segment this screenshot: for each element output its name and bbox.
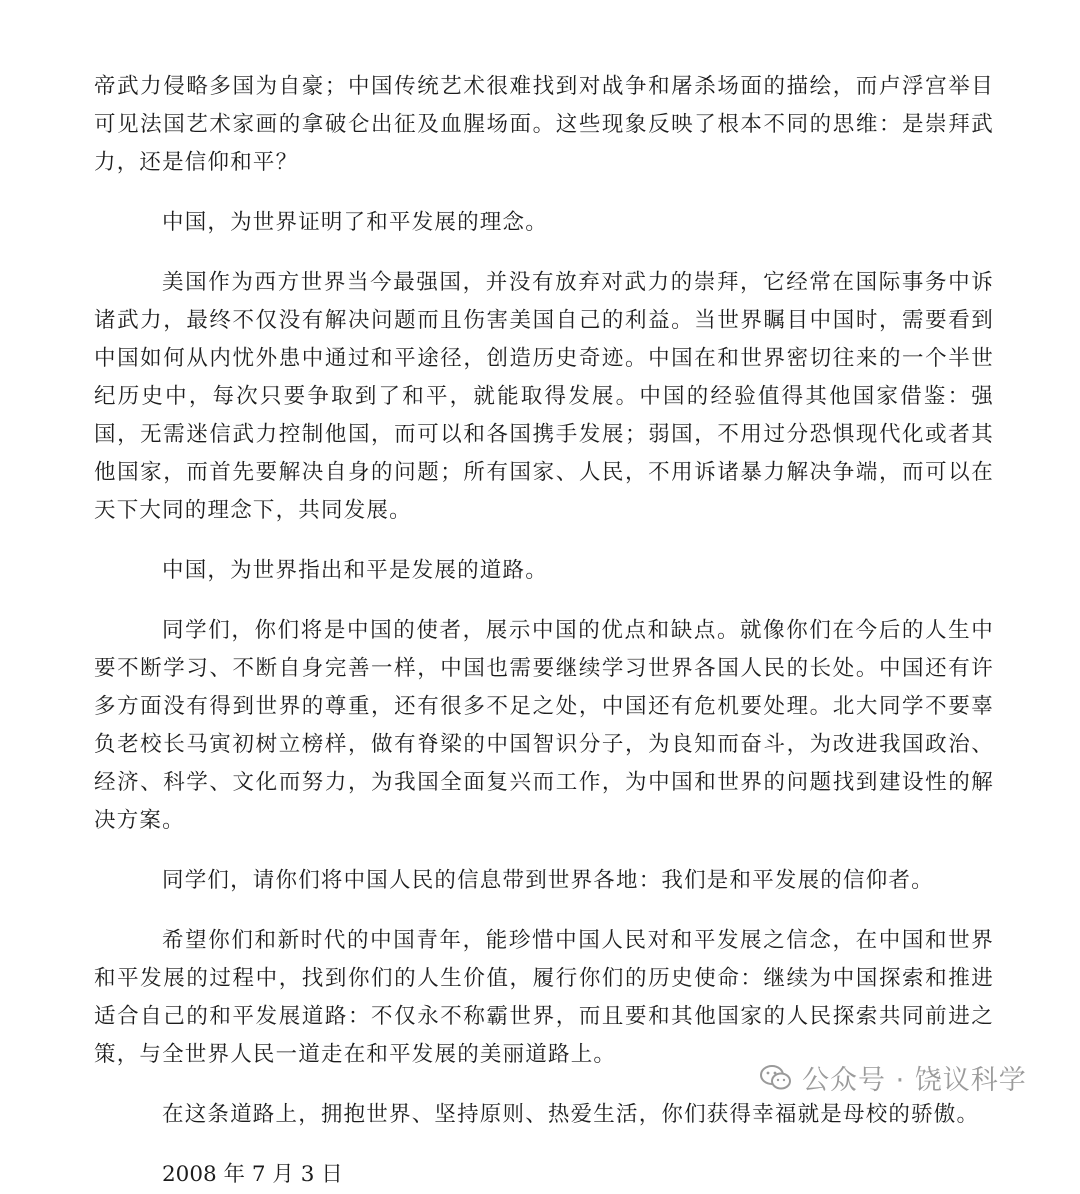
paragraph-7: 希望你们和新时代的中国青年，能珍惜中国人民对和平发展之信念，在中国和世界和平发展的过程中，找到你们的人生价值，履行你们的历史使命：继续为中国探索和推进适合自己的和平发展道路：不仅永不称霸世界，而且要和其他国家的人民探索共同前进之策，与全世界人民一道走在和平发展的美丽道路上。 [94, 928, 994, 1067]
paragraph-3: 美国作为西方世界当今最强国，并没有放弃对武力的崇拜，它经常在国际事务中诉诸武力，最终不仅没有解决问题而且伤害美国自己的利益。当世界瞩目中国时，需要看到中国如何从内忧外患中通过和平途径，创造历史奇迹。中国在和世界密切往来的一个半世纪历史中，每次只要争取到了和平，就能取得发展。中国的经验值得其他国家借鉴：强国，无需迷信武力控制他国，而可以和各国携手发展；弱国，不用过分恐惧现代化或者其他国家，而首先要解决自身的问题；所有国家、人民，不用诉诸暴力解决争端，而可以在天下大同的理念下，共同发展。 [94, 270, 994, 523]
paragraph-6: 同学们，请你们将中国人民的信息带到世界各地：我们是和平发展的信仰者。 [162, 868, 934, 893]
paragraph-1: 帝武力侵略多国为自豪；中国传统艺术很难找到对战争和屠杀场面的描绘，而卢浮宫举目可见法国艺术家画的拿破仑出征及血腥场面。这些现象反映了根本不同的思维：是崇拜武力，还是信仰和平？ [94, 74, 994, 175]
paragraph-2: 中国，为世界证明了和平发展的理念。 [162, 210, 548, 235]
watermark-text: 公众号 · 饶议科学 [802, 1065, 1027, 1096]
document-date: 2008 年 7 月 3 日 [162, 1162, 343, 1187]
paragraph-5: 同学们，你们将是中国的使者，展示中国的优点和缺点。就像你们在今后的人生中要不断学习、不断自身完善一样，中国也需要继续学习世界各国人民的长处。中国还有许多方面没有得到世界的尊重，还有很多不足之处，中国还有危机要处理。北大同学不要辜负老校长马寅初树立榜样，做有脊梁的中国智识分子，为良知而奋斗，为改进我国政治、经济、科学、文化而努力，为我国全面复兴而工作，为中国和世界的问题找到建设性的解决方案。 [94, 618, 994, 833]
paragraph-8: 在这条道路上，拥抱世界、坚持原则、热爱生活，你们获得幸福就是母校的骄傲。 [162, 1102, 980, 1127]
document-body [94, 68, 994, 1194]
watermark [760, 1058, 1027, 1097]
wechat-icon [760, 1064, 792, 1092]
paragraph-4: 中国，为世界指出和平是发展的道路。 [162, 558, 548, 583]
